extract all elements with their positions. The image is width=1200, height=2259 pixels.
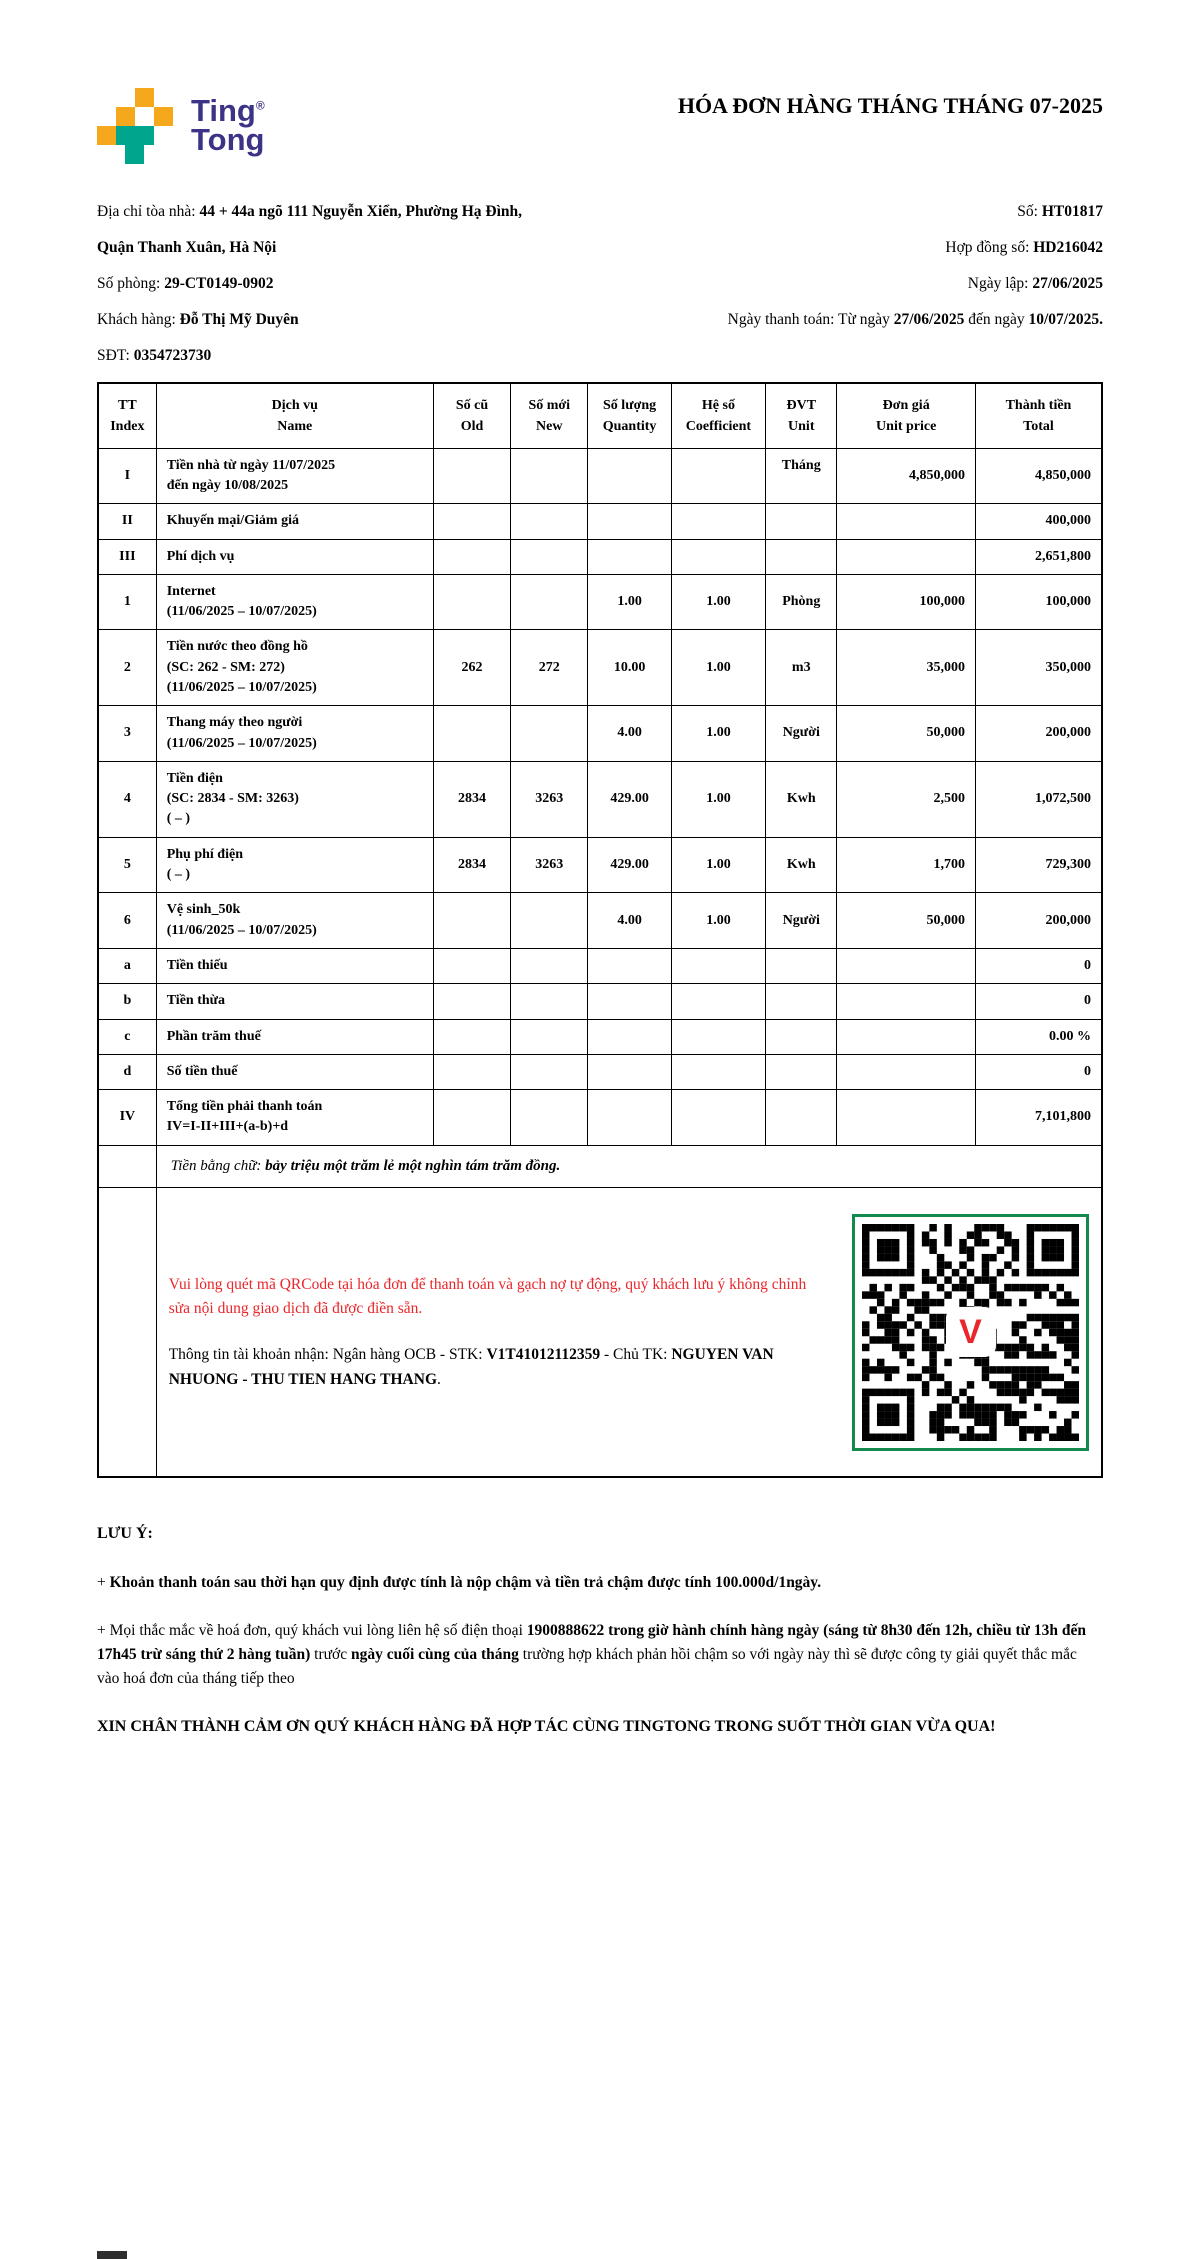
- cell-index: 4: [98, 761, 156, 837]
- logo-pixel: [97, 126, 116, 145]
- cell-old-reading: [433, 574, 510, 630]
- cell-total: 0: [975, 948, 1102, 983]
- cell-coefficient: [671, 948, 765, 983]
- column-header: Số mới New: [511, 383, 588, 449]
- cell-quantity: [588, 539, 671, 574]
- cell-total: 200,000: [975, 706, 1102, 762]
- invoice-table: [97, 382, 1103, 1479]
- cell-coefficient: [671, 984, 765, 1019]
- cell-new-reading: [511, 706, 588, 762]
- cell-coefficient: [671, 448, 765, 504]
- cell-unit: Kwh: [766, 837, 837, 893]
- cell-service-name: Internet (11/06/2025 – 10/07/2025): [156, 574, 433, 630]
- logo-pixel: [135, 88, 154, 107]
- cell-service-name: Tiền nhà từ ngày 11/07/2025 đến ngày 10/08/2025: [156, 448, 433, 504]
- cell-total: 2,651,800: [975, 539, 1102, 574]
- cell-new-reading: [511, 984, 588, 1019]
- cell-new-reading: 3263: [511, 761, 588, 837]
- cell-index: 5: [98, 837, 156, 893]
- cell-coefficient: 1.00: [671, 761, 765, 837]
- tingtong-logo-icon: [97, 88, 175, 166]
- column-header: Số cũ Old: [433, 383, 510, 449]
- table-row: [98, 630, 1102, 706]
- cell-coefficient: 1.00: [671, 574, 765, 630]
- cell-old-reading: [433, 1019, 510, 1054]
- cell-old-reading: [433, 1090, 510, 1146]
- cell-unit: Người: [766, 706, 837, 762]
- cell-unit: Tháng: [766, 448, 837, 504]
- cell-unit-price: 100,000: [837, 574, 976, 630]
- cell-unit-price: 35,000: [837, 630, 976, 706]
- cell-quantity: 10.00: [588, 630, 671, 706]
- cell-old-reading: 262: [433, 630, 510, 706]
- invoice-header: [97, 88, 1103, 166]
- cell-old-reading: [433, 706, 510, 762]
- cell-unit-price: 50,000: [837, 893, 976, 949]
- cell-quantity: 1.00: [588, 574, 671, 630]
- cell-unit: Kwh: [766, 761, 837, 837]
- cell-unit-price: [837, 504, 976, 539]
- cell-index: [98, 1145, 156, 1188]
- cell-unit-price: [837, 1054, 976, 1089]
- tingtong-logo: [97, 88, 265, 166]
- cell-unit: [766, 1090, 837, 1146]
- table-row: [98, 539, 1102, 574]
- table-row: [98, 504, 1102, 539]
- column-header: Hệ số Coefficient: [671, 383, 765, 449]
- info-spacer: [680, 346, 1103, 367]
- logo-pixel: [154, 107, 173, 126]
- cell-coefficient: 1.00: [671, 837, 765, 893]
- cell-index: 1: [98, 574, 156, 630]
- cell-service-name: Tiền nước theo đồng hồ (SC: 262 - SM: 272) (11/06/2025 – 10/07/2025): [156, 630, 433, 706]
- column-header: Số lượng Quantity: [588, 383, 671, 449]
- page-edge-mark: [97, 2251, 127, 2259]
- cell-unit: Người: [766, 893, 837, 949]
- table-row: [98, 948, 1102, 983]
- cell-index: b: [98, 984, 156, 1019]
- cell-total: 4,850,000: [975, 448, 1102, 504]
- cell-old-reading: [433, 1054, 510, 1089]
- cell-old-reading: [433, 948, 510, 983]
- cell-total: 1,072,500: [975, 761, 1102, 837]
- logo-pixel: [116, 126, 154, 145]
- room-number: Số phòng: 29-CT0149-0902: [97, 274, 274, 292]
- qr-center-logo: [948, 1309, 994, 1355]
- invoice-page: [97, 0, 1103, 1763]
- cell-quantity: [588, 1019, 671, 1054]
- cell-new-reading: 3263: [511, 837, 588, 893]
- cell-old-reading: [433, 448, 510, 504]
- cell-unit: [766, 948, 837, 983]
- table-row: [98, 761, 1102, 837]
- cell-coefficient: [671, 539, 765, 574]
- cell-index: I: [98, 448, 156, 504]
- cell-index: III: [98, 539, 156, 574]
- table-row: [98, 893, 1102, 949]
- cell-quantity: 4.00: [588, 893, 671, 949]
- contract-number: Hợp đồng số: HD216042: [945, 238, 1103, 256]
- cell-service-name: Vệ sinh_50k (11/06/2025 – 10/07/2025): [156, 893, 433, 949]
- column-header: Dịch vụ Name: [156, 383, 433, 449]
- tingtong-logo-text: Ting® Tong: [191, 93, 265, 158]
- table-row: [98, 984, 1102, 1019]
- cell-unit: Phòng: [766, 574, 837, 630]
- cell-old-reading: 2834: [433, 837, 510, 893]
- cell-unit-price: [837, 539, 976, 574]
- invoice-title: HÓA ĐƠN HÀNG THÁNG THÁNG 07-2025: [677, 93, 1103, 118]
- cell-coefficient: [671, 1054, 765, 1089]
- cell-coefficient: 1.00: [671, 893, 765, 949]
- cell-new-reading: [511, 948, 588, 983]
- cell-unit: [766, 984, 837, 1019]
- table-row: [98, 837, 1102, 893]
- cell-service-name: Số tiền thuế: [156, 1054, 433, 1089]
- qr-section-row: [98, 1188, 1102, 1478]
- cell-total: 729,300: [975, 837, 1102, 893]
- cell-index: IV: [98, 1090, 156, 1146]
- vietqr-v-icon: V: [959, 1313, 982, 1352]
- cell-quantity: 429.00: [588, 837, 671, 893]
- cell-old-reading: [433, 504, 510, 539]
- cell-total: 350,000: [975, 630, 1102, 706]
- issue-date: Ngày lập: 27/06/2025: [967, 274, 1103, 292]
- cell-unit: m3: [766, 630, 837, 706]
- invoice-info: [97, 202, 1103, 367]
- qr-section: [156, 1188, 1102, 1478]
- cell-new-reading: [511, 504, 588, 539]
- cell-quantity: 4.00: [588, 706, 671, 762]
- table-header-row: [98, 383, 1102, 449]
- table-body: [98, 448, 1102, 1145]
- cell-quantity: [588, 948, 671, 983]
- cell-unit-price: 4,850,000: [837, 448, 976, 504]
- cell-service-name: Thang máy theo người (11/06/2025 – 10/07/2025): [156, 706, 433, 762]
- cell-unit-price: 2,500: [837, 761, 976, 837]
- cell-quantity: [588, 504, 671, 539]
- cell-unit: [766, 1019, 837, 1054]
- cell-coefficient: 1.00: [671, 706, 765, 762]
- cell-unit-price: 50,000: [837, 706, 976, 762]
- cell-coefficient: [671, 1019, 765, 1054]
- payment-period: Ngày thanh toán: Từ ngày 27/06/2025 đến ngày 10/07/2025.: [727, 310, 1103, 328]
- cell-service-name: Tiền thừa: [156, 984, 433, 1019]
- cell-service-name: Phần trăm thuế: [156, 1019, 433, 1054]
- cell-unit-price: [837, 948, 976, 983]
- cell-unit-price: [837, 1019, 976, 1054]
- cell-quantity: [588, 1090, 671, 1146]
- logo-pixel: [125, 145, 144, 164]
- cell-total: 200,000: [975, 893, 1102, 949]
- qr-payment-notice: Vui lòng quét mã QRCode tại hóa đơn để thanh toán và gạch nợ tự động, quý khách lưu ý không chỉnh sửa nội dung giao dịch đã được điền sẵn.: [168, 1276, 807, 1318]
- cell-old-reading: 2834: [433, 761, 510, 837]
- cell-old-reading: [433, 984, 510, 1019]
- cell-unit-price: [837, 984, 976, 1019]
- cell-service-name: Phụ phí điện ( – ): [156, 837, 433, 893]
- cell-coefficient: 1.00: [671, 630, 765, 706]
- note-late-payment: + Khoản thanh toán sau thời hạn quy định được tính là nộp chậm và tiền trả chậm được tính 100.000d/1ngày.: [97, 1574, 822, 1592]
- closing-thanks: XIN CHÂN THÀNH CẢM ƠN QUÝ KHÁCH HÀNG ĐÃ HỢP TÁC CÙNG TINGTONG TRONG SUỐT THỜI GIAN VỪA QUA!: [97, 1718, 996, 1736]
- cell-total: 0: [975, 984, 1102, 1019]
- cell-old-reading: [433, 539, 510, 574]
- cell-quantity: [588, 984, 671, 1019]
- cell-unit-price: 1,700: [837, 837, 976, 893]
- bank-account-info: Thông tin tài khoản nhận: Ngân hàng OCB - STK: V1T41012112359 - Chủ TK: NGUYEN VAN NHUONG - THU TIEN HANG THANG.: [168, 1346, 774, 1388]
- cell-total: 0: [975, 1054, 1102, 1089]
- cell-total: 0.00 %: [975, 1019, 1102, 1054]
- cell-total: 7,101,800: [975, 1090, 1102, 1146]
- cell-new-reading: [511, 539, 588, 574]
- cell-service-name: Khuyến mại/Giảm giá: [156, 504, 433, 539]
- cell-old-reading: [433, 893, 510, 949]
- cell-new-reading: [511, 1054, 588, 1089]
- customer-name: Khách hàng: Đỗ Thị Mỹ Duyên: [97, 310, 299, 328]
- notes-section: [97, 1522, 1103, 1739]
- table-row: [98, 448, 1102, 504]
- amount-in-words: Tiền bằng chữ: bảy triệu một trăm lẻ một nghìn tám trăm đồng.: [156, 1145, 1102, 1188]
- cell-unit: [766, 1054, 837, 1089]
- cell-new-reading: [511, 574, 588, 630]
- column-header: Đơn giá Unit price: [837, 383, 976, 449]
- customer-phone: SĐT: 0354723730: [97, 346, 212, 364]
- logo-pixel: [116, 107, 135, 126]
- cell-index: [98, 1188, 156, 1478]
- cell-quantity: 429.00: [588, 761, 671, 837]
- cell-new-reading: 272: [511, 630, 588, 706]
- cell-service-name: Tổng tiền phải thanh toán IV=I-II+III+(a-b)+d: [156, 1090, 433, 1146]
- column-header: Thành tiền Total: [975, 383, 1102, 449]
- column-header: TT Index: [98, 383, 156, 449]
- cell-index: c: [98, 1019, 156, 1054]
- cell-new-reading: [511, 893, 588, 949]
- cell-total: 400,000: [975, 504, 1102, 539]
- amount-in-words-row: [98, 1145, 1102, 1188]
- cell-index: II: [98, 504, 156, 539]
- building-address-line1: Địa chỉ tòa nhà: 44 + 44a ngõ 111 Nguyễn Xiển, Phường Hạ Đình,: [97, 203, 523, 220]
- cell-index: 2: [98, 630, 156, 706]
- table-row: [98, 574, 1102, 630]
- cell-unit: [766, 504, 837, 539]
- cell-index: d: [98, 1054, 156, 1089]
- cell-index: 6: [98, 893, 156, 949]
- cell-index: 3: [98, 706, 156, 762]
- cell-service-name: Tiền điện (SC: 2834 - SM: 3263) ( – ): [156, 761, 433, 837]
- cell-quantity: [588, 1054, 671, 1089]
- table-row: [98, 706, 1102, 762]
- cell-index: a: [98, 948, 156, 983]
- cell-unit-price: [837, 1090, 976, 1146]
- cell-service-name: Phí dịch vụ: [156, 539, 433, 574]
- building-address-line2: Quận Thanh Xuân, Hà Nội: [97, 238, 277, 256]
- cell-quantity: [588, 448, 671, 504]
- cell-service-name: Tiền thiếu: [156, 948, 433, 983]
- cell-new-reading: [511, 1090, 588, 1146]
- table-row: [98, 1054, 1102, 1089]
- cell-coefficient: [671, 504, 765, 539]
- table-row: [98, 1019, 1102, 1054]
- registered-mark: ®: [255, 98, 265, 113]
- cell-total: 100,000: [975, 574, 1102, 630]
- cell-new-reading: [511, 448, 588, 504]
- cell-new-reading: [511, 1019, 588, 1054]
- note-contact: + Mọi thắc mắc về hoá đơn, quý khách vui lòng liên hệ số điện thoại 1900888622 trong giờ hành chính hàng ngày (sáng từ 8h30 đến 12h, chiều từ 13h đến 17h45 trừ sáng thứ 2 hàng tuần) trước ngày cuối cùng của tháng trường hợp khách phản hồi chậm so với ngày này thì sẽ được công ty giải quyết thắc mắc vào hoá đơn của tháng tiếp theo: [97, 1622, 1086, 1688]
- table-row: [98, 1090, 1102, 1146]
- invoice-number: Số: HT01817: [1017, 203, 1103, 220]
- cell-unit: [766, 539, 837, 574]
- column-header: ĐVT Unit: [766, 383, 837, 449]
- qr-code: [852, 1214, 1089, 1451]
- notes-title: LƯU Ý:: [97, 1525, 153, 1543]
- cell-coefficient: [671, 1090, 765, 1146]
